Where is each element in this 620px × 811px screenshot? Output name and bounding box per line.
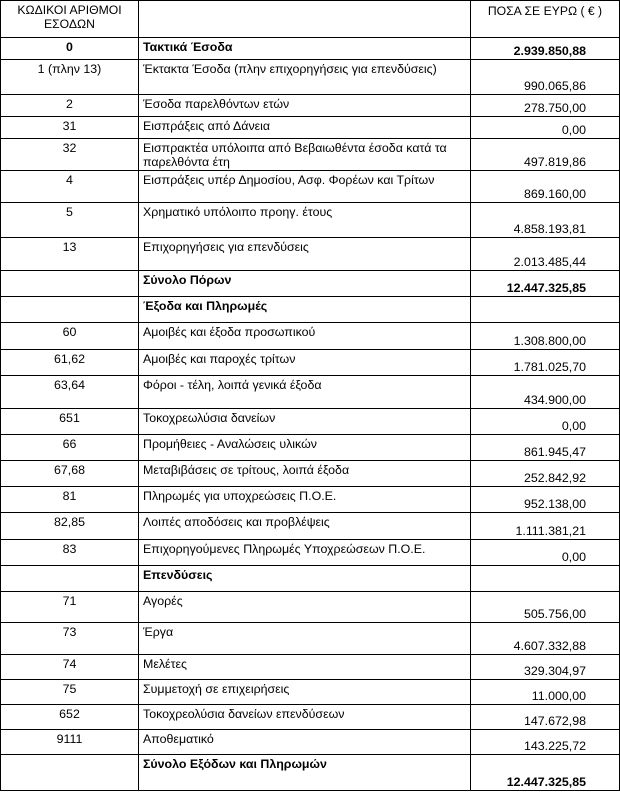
row-amount: 12.447.325,85 xyxy=(471,271,620,297)
row-amount: 505.756,00 xyxy=(471,592,620,623)
table-row xyxy=(1,680,620,705)
row-code: 31 xyxy=(1,117,139,139)
budget-table-body xyxy=(1,1,620,791)
header-code-label: ΚΩΔΙΚΟΙ ΑΡΙΘΜΟΙ ΕΣΟΔΩΝ xyxy=(1,1,139,38)
table-row xyxy=(1,592,620,623)
table-row xyxy=(1,95,620,117)
table-row xyxy=(1,705,620,730)
row-amount: 0,00 xyxy=(471,540,620,566)
table-row xyxy=(1,566,620,592)
table-row xyxy=(1,513,620,540)
table-row xyxy=(1,139,620,171)
row-description: Μελέτες xyxy=(139,655,471,680)
table-row xyxy=(1,271,620,297)
row-code: 82,85 xyxy=(1,513,139,540)
table-row xyxy=(1,38,620,60)
row-code: 0 xyxy=(1,38,139,60)
row-amount: 278.750,00 xyxy=(471,95,620,117)
row-amount: 952.138,00 xyxy=(471,487,620,513)
row-amount: 252.842,92 xyxy=(471,461,620,487)
row-amount: 0,00 xyxy=(471,117,620,139)
row-description: Αμοιβές και παροχές τρίτων xyxy=(139,350,471,376)
table-row xyxy=(1,461,620,487)
row-description: Προμήθειες - Αναλώσεις υλικών xyxy=(139,435,471,461)
table-row xyxy=(1,730,620,755)
table-row xyxy=(1,350,620,376)
row-amount: 434.900,00 xyxy=(471,376,620,409)
row-amount: 1.308.800,00 xyxy=(471,323,620,350)
row-code: 651 xyxy=(1,409,139,435)
row-amount: 4.607.332,88 xyxy=(471,623,620,655)
row-amount: 2.013.485,44 xyxy=(471,238,620,271)
row-description: Συμμετοχή σε επιχειρήσεις xyxy=(139,680,471,705)
header-row xyxy=(1,1,620,38)
row-amount: 861.945,47 xyxy=(471,435,620,461)
table-row xyxy=(1,297,620,323)
row-code xyxy=(1,566,139,592)
row-description: Μεταβιβάσεις σε τρίτους, λοιπά έξοδα xyxy=(139,461,471,487)
row-description: Πληρωμές για υποχρεώσεις Π.Ο.Ε. xyxy=(139,487,471,513)
row-description: Χρηματικό υπόλοιπο προηγ. έτους xyxy=(139,203,471,238)
row-code: 32 xyxy=(1,139,139,171)
row-description: Φόροι - τέλη, λοιπά γενικά έξοδα xyxy=(139,376,471,409)
table-row xyxy=(1,409,620,435)
table-row xyxy=(1,755,620,791)
table-row xyxy=(1,623,620,655)
row-code: 1 (πλην 13) xyxy=(1,60,139,95)
row-description: Έργα xyxy=(139,623,471,655)
row-amount: 497.819,86 xyxy=(471,139,620,171)
table-row xyxy=(1,60,620,95)
row-code: 66 xyxy=(1,435,139,461)
header-amount-label: ΠΟΣΑ ΣΕ ΕΥΡΩ ( € ) xyxy=(471,1,620,38)
row-amount: 4.858.193,81 xyxy=(471,203,620,238)
table-row xyxy=(1,540,620,566)
row-code: 2 xyxy=(1,95,139,117)
table-row xyxy=(1,435,620,461)
table-row xyxy=(1,238,620,271)
row-description: Έκτακτα Έσοδα (πλην επιχορηγήσεις για επενδύσεις) xyxy=(139,60,471,95)
row-description: Αποθεματικό xyxy=(139,730,471,755)
row-description: Επιχορηγούμενες Πληρωμές Υποχρεώσεων Π.Ο.Ε. xyxy=(139,540,471,566)
row-code: 73 xyxy=(1,623,139,655)
row-description: Εισπρακτέα υπόλοιπα από Βεβαιωθέντα έσοδα κατά τα παρελθόντα έτη xyxy=(139,139,471,171)
row-amount xyxy=(471,566,620,592)
row-code xyxy=(1,271,139,297)
table-row xyxy=(1,203,620,238)
row-code: 9111 xyxy=(1,730,139,755)
row-code: 75 xyxy=(1,680,139,705)
row-description: Τοκοχρεολύσια δανείων επενδύσεων xyxy=(139,705,471,730)
header-description-blank xyxy=(139,1,471,38)
row-description: Επενδύσεις xyxy=(139,566,471,592)
row-code: 5 xyxy=(1,203,139,238)
row-amount: 1.781.025,70 xyxy=(471,350,620,376)
row-amount: 2.939.850,88 xyxy=(471,38,620,60)
row-amount xyxy=(471,297,620,323)
row-code: 74 xyxy=(1,655,139,680)
row-code: 4 xyxy=(1,171,139,203)
row-amount: 0,00 xyxy=(471,409,620,435)
row-amount: 147.672,98 xyxy=(471,705,620,730)
row-description: Σύνολο Εξόδων και Πληρωμών xyxy=(139,755,471,791)
row-description: Σύνολο Πόρων xyxy=(139,271,471,297)
row-description: Έσοδα παρελθόντων ετών xyxy=(139,95,471,117)
row-description: Εισπράξεις υπέρ Δημοσίου, Ασφ. Φορέων και Τρίτων xyxy=(139,171,471,203)
row-amount: 990.065,86 xyxy=(471,60,620,95)
row-amount: 143.225,72 xyxy=(471,730,620,755)
table-row xyxy=(1,117,620,139)
row-description: Τοκοχρεωλύσια δανείων xyxy=(139,409,471,435)
row-code: 67,68 xyxy=(1,461,139,487)
row-code: 63,64 xyxy=(1,376,139,409)
row-description: Αμοιβές και έξοδα προσωπικού xyxy=(139,323,471,350)
table-row xyxy=(1,487,620,513)
table-row xyxy=(1,323,620,350)
row-description: Εισπράξεις από Δάνεια xyxy=(139,117,471,139)
row-code: 71 xyxy=(1,592,139,623)
row-description: Αγορές xyxy=(139,592,471,623)
row-amount: 1.111.381,21 xyxy=(471,513,620,540)
row-amount: 11.000,00 xyxy=(471,680,620,705)
row-amount: 869.160,00 xyxy=(471,171,620,203)
table-row xyxy=(1,655,620,680)
row-amount: 12.447.325,85 xyxy=(471,755,620,791)
row-code: 81 xyxy=(1,487,139,513)
table-row xyxy=(1,376,620,409)
row-description: Λοιπές αποδόσεις και προβλέψεις xyxy=(139,513,471,540)
row-description: Τακτικά Έσοδα xyxy=(139,38,471,60)
table-row xyxy=(1,171,620,203)
row-code: 60 xyxy=(1,323,139,350)
row-description: Επιχορηγήσεις για επενδύσεις xyxy=(139,238,471,271)
row-code xyxy=(1,297,139,323)
row-code: 652 xyxy=(1,705,139,730)
row-code xyxy=(1,755,139,791)
row-description: Έξοδα και Πληρωμές xyxy=(139,297,471,323)
row-code: 61,62 xyxy=(1,350,139,376)
row-amount: 329.304,97 xyxy=(471,655,620,680)
row-code: 13 xyxy=(1,238,139,271)
row-code: 83 xyxy=(1,540,139,566)
